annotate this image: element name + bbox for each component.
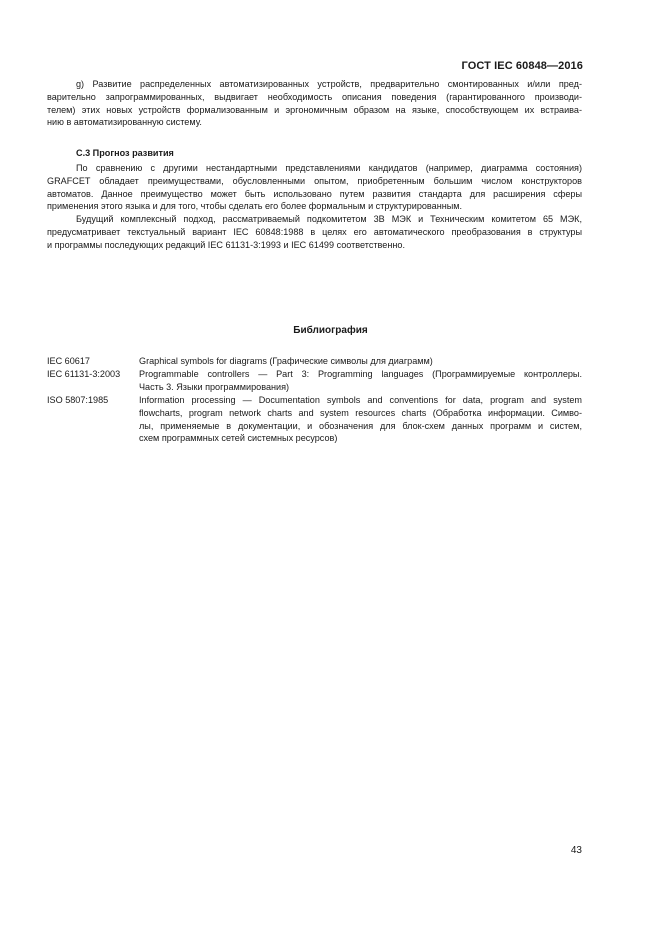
bibliography-line: Programmable controllers — Part 3: Programming languages (Программируемые контроллеры. (139, 369, 582, 379)
paragraph-line: и программы последующих редакций IEC 61131-3:1993 и IEC 61499 соответственно. (47, 239, 405, 250)
bibliography-line: flowcharts, program network charts and system resources charts (Обработка информации. Симво- (139, 407, 582, 418)
bibliography-line: Часть 3. Языки программирования) (139, 381, 290, 392)
paragraph-c3-1 (47, 162, 582, 213)
paragraph-line: применения этого языка и для того, чтобы сделать его более формальным и структурированным. (47, 201, 463, 212)
paragraph-line: телем) этих новых устройств формализованным и эргономичным образом на языке, способствующем их встраива- (47, 104, 582, 115)
bibliography-text (139, 368, 582, 394)
bibliography-line: Information processing — Documentation symbols and conventions for data, program and system (139, 395, 582, 405)
paragraph-line: g) Развитие распределенных автоматизированных устройств, предварительно смонтированных и/или пред- (76, 79, 582, 89)
paragraph-line: Будущий комплексный подход, рассматриваемый подкомитетом 3В МЭК и Техническим комитетом 65 МЭК, (76, 214, 582, 224)
document-code-header: ГОСТ IEC 60848—2016 (461, 60, 583, 72)
paragraph-line: варительно запрограммированных, выдвигает необходимость описания поведения (гарантированного производи- (47, 91, 582, 102)
bibliography-line: Graphical symbols for diagrams (Графические символы для диаграмм) (139, 356, 433, 366)
paragraph-line: По сравнению с другими нестандартными представлениями кандидатов (например, диаграмма состояния) (76, 163, 582, 173)
bibliography-line: лы, применяемые в документации, и обозначения для блок-схем данных программ и систем, (139, 420, 582, 431)
bibliography-line: схем программных сетей системных ресурсов) (139, 433, 338, 444)
bibliography-title: Библиография (293, 325, 368, 336)
bibliography-ref: IEC 61131-3:2003 (47, 369, 121, 379)
paragraph-line: автоматов. Данное преимущество может быть использовано путем развития стандарта для расширения сферы (47, 188, 582, 199)
paragraph-line: предусматривает текстуальный вариант IEC 60848:1988 в целях его автоматического преобразования в структуры (47, 226, 582, 237)
paragraph-c3-2 (47, 213, 582, 251)
bibliography-ref: IEC 60617 (47, 356, 90, 366)
paragraph-line: GRAFCET обладает преимуществами, обусловленными опытом, приобретенным большим числом конструкторов (47, 175, 582, 186)
bibliography-text (139, 394, 582, 445)
section-heading-c3: С.3 Прогноз развития (76, 148, 174, 158)
paragraph-g (47, 78, 582, 129)
bibliography-ref: ISO 5807:1985 (47, 395, 109, 405)
page-number: 43 (570, 845, 582, 856)
bibliography-text (139, 355, 582, 368)
paragraph-line: нию в автоматизированную систему. (47, 117, 202, 128)
